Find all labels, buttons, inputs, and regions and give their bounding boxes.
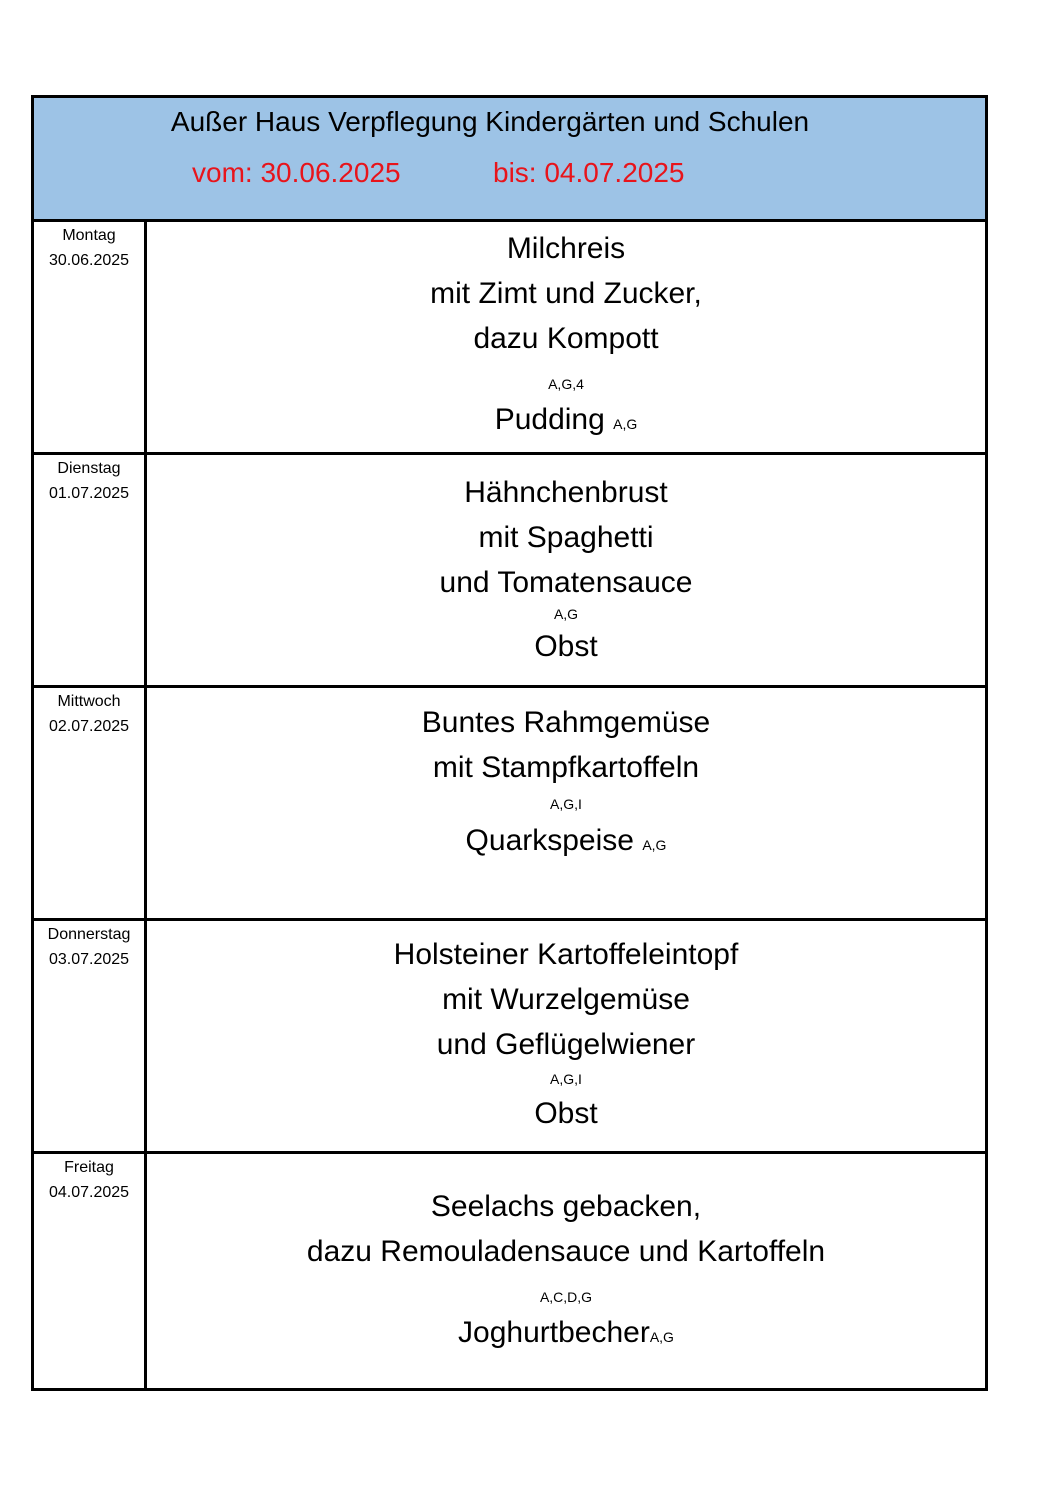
weekday-label: Mittwoch	[57, 693, 121, 710]
allergen-codes: A,G	[553, 606, 579, 622]
table-header	[34, 98, 985, 222]
dessert-allergen-codes: A,G	[613, 416, 638, 432]
date-label: 03.07.2025	[48, 951, 130, 968]
date-to: bis: 04.07.2025	[493, 157, 685, 188]
dish-line: Hähnchenbrust	[464, 476, 668, 509]
dish-line: Holsteiner Kartoffeleintopf	[393, 938, 739, 971]
dessert-line	[147, 397, 985, 447]
menu-cell	[147, 1154, 985, 1388]
weekday-label: Donnerstag	[47, 926, 131, 943]
dessert-line	[147, 1310, 985, 1360]
dish-line: mit Stampfkartoffeln	[432, 751, 700, 784]
date-label: 02.07.2025	[48, 718, 130, 735]
dessert-name: Obst	[534, 1097, 598, 1130]
dish-line: dazu Kompott	[473, 322, 659, 355]
menu-cell	[147, 688, 985, 918]
dish-line: Buntes Rahmgemüse	[421, 706, 711, 739]
day-cell	[34, 688, 147, 918]
dish-line: Seelachs gebacken,	[430, 1190, 702, 1223]
day-row-wednesday	[34, 688, 985, 921]
allergen-codes: A,C,D,G	[539, 1289, 593, 1305]
dessert-name: Joghurtbecher	[458, 1316, 650, 1349]
day-row-friday	[34, 1154, 985, 1388]
date-from: vom: 30.06.2025	[192, 157, 401, 188]
day-row-thursday	[34, 921, 985, 1154]
day-cell	[34, 455, 147, 685]
dessert-name: Obst	[534, 630, 598, 663]
date-label: 01.07.2025	[48, 485, 130, 502]
allergen-codes: A,G,I	[550, 796, 582, 812]
dish-line: dazu Remouladensauce und Kartoffeln	[306, 1235, 826, 1268]
page-title: Außer Haus Verpflegung Kindergärten und Schulen	[170, 106, 810, 137]
menu-table	[31, 95, 988, 1391]
dessert-allergen-codes: A,G	[642, 837, 667, 853]
dish-line: mit Wurzelgemüse	[442, 983, 690, 1016]
day-row-monday	[34, 222, 985, 455]
dish-line: mit Zimt und Zucker,	[430, 277, 702, 310]
dish-line: und Geflügelwiener	[436, 1028, 696, 1061]
dessert-name: Quarkspeise	[465, 824, 634, 857]
menu-cell	[147, 921, 985, 1151]
weekday-label: Freitag	[64, 1159, 114, 1176]
dish-line: und Tomatensauce	[439, 566, 693, 599]
day-row-tuesday	[34, 455, 985, 688]
dessert-allergen-codes: A,G	[649, 1329, 674, 1345]
allergen-codes: A,G,I	[550, 1071, 582, 1087]
day-cell	[34, 1154, 147, 1388]
date-label: 04.07.2025	[48, 1184, 130, 1201]
day-cell	[34, 222, 147, 452]
menu-cell	[147, 222, 985, 452]
weekday-label: Montag	[62, 227, 116, 244]
allergen-codes: A,G,4	[548, 376, 584, 392]
weekday-label: Dienstag	[57, 460, 121, 477]
dessert-name: Pudding	[494, 403, 605, 436]
date-label: 30.06.2025	[48, 252, 130, 269]
day-cell	[34, 921, 147, 1151]
dish-line: Milchreis	[506, 232, 626, 265]
dessert-line	[147, 624, 985, 669]
dessert-line	[147, 818, 985, 868]
dish-line: mit Spaghetti	[478, 521, 654, 554]
menu-cell	[147, 455, 985, 685]
dessert-line	[147, 1091, 985, 1136]
